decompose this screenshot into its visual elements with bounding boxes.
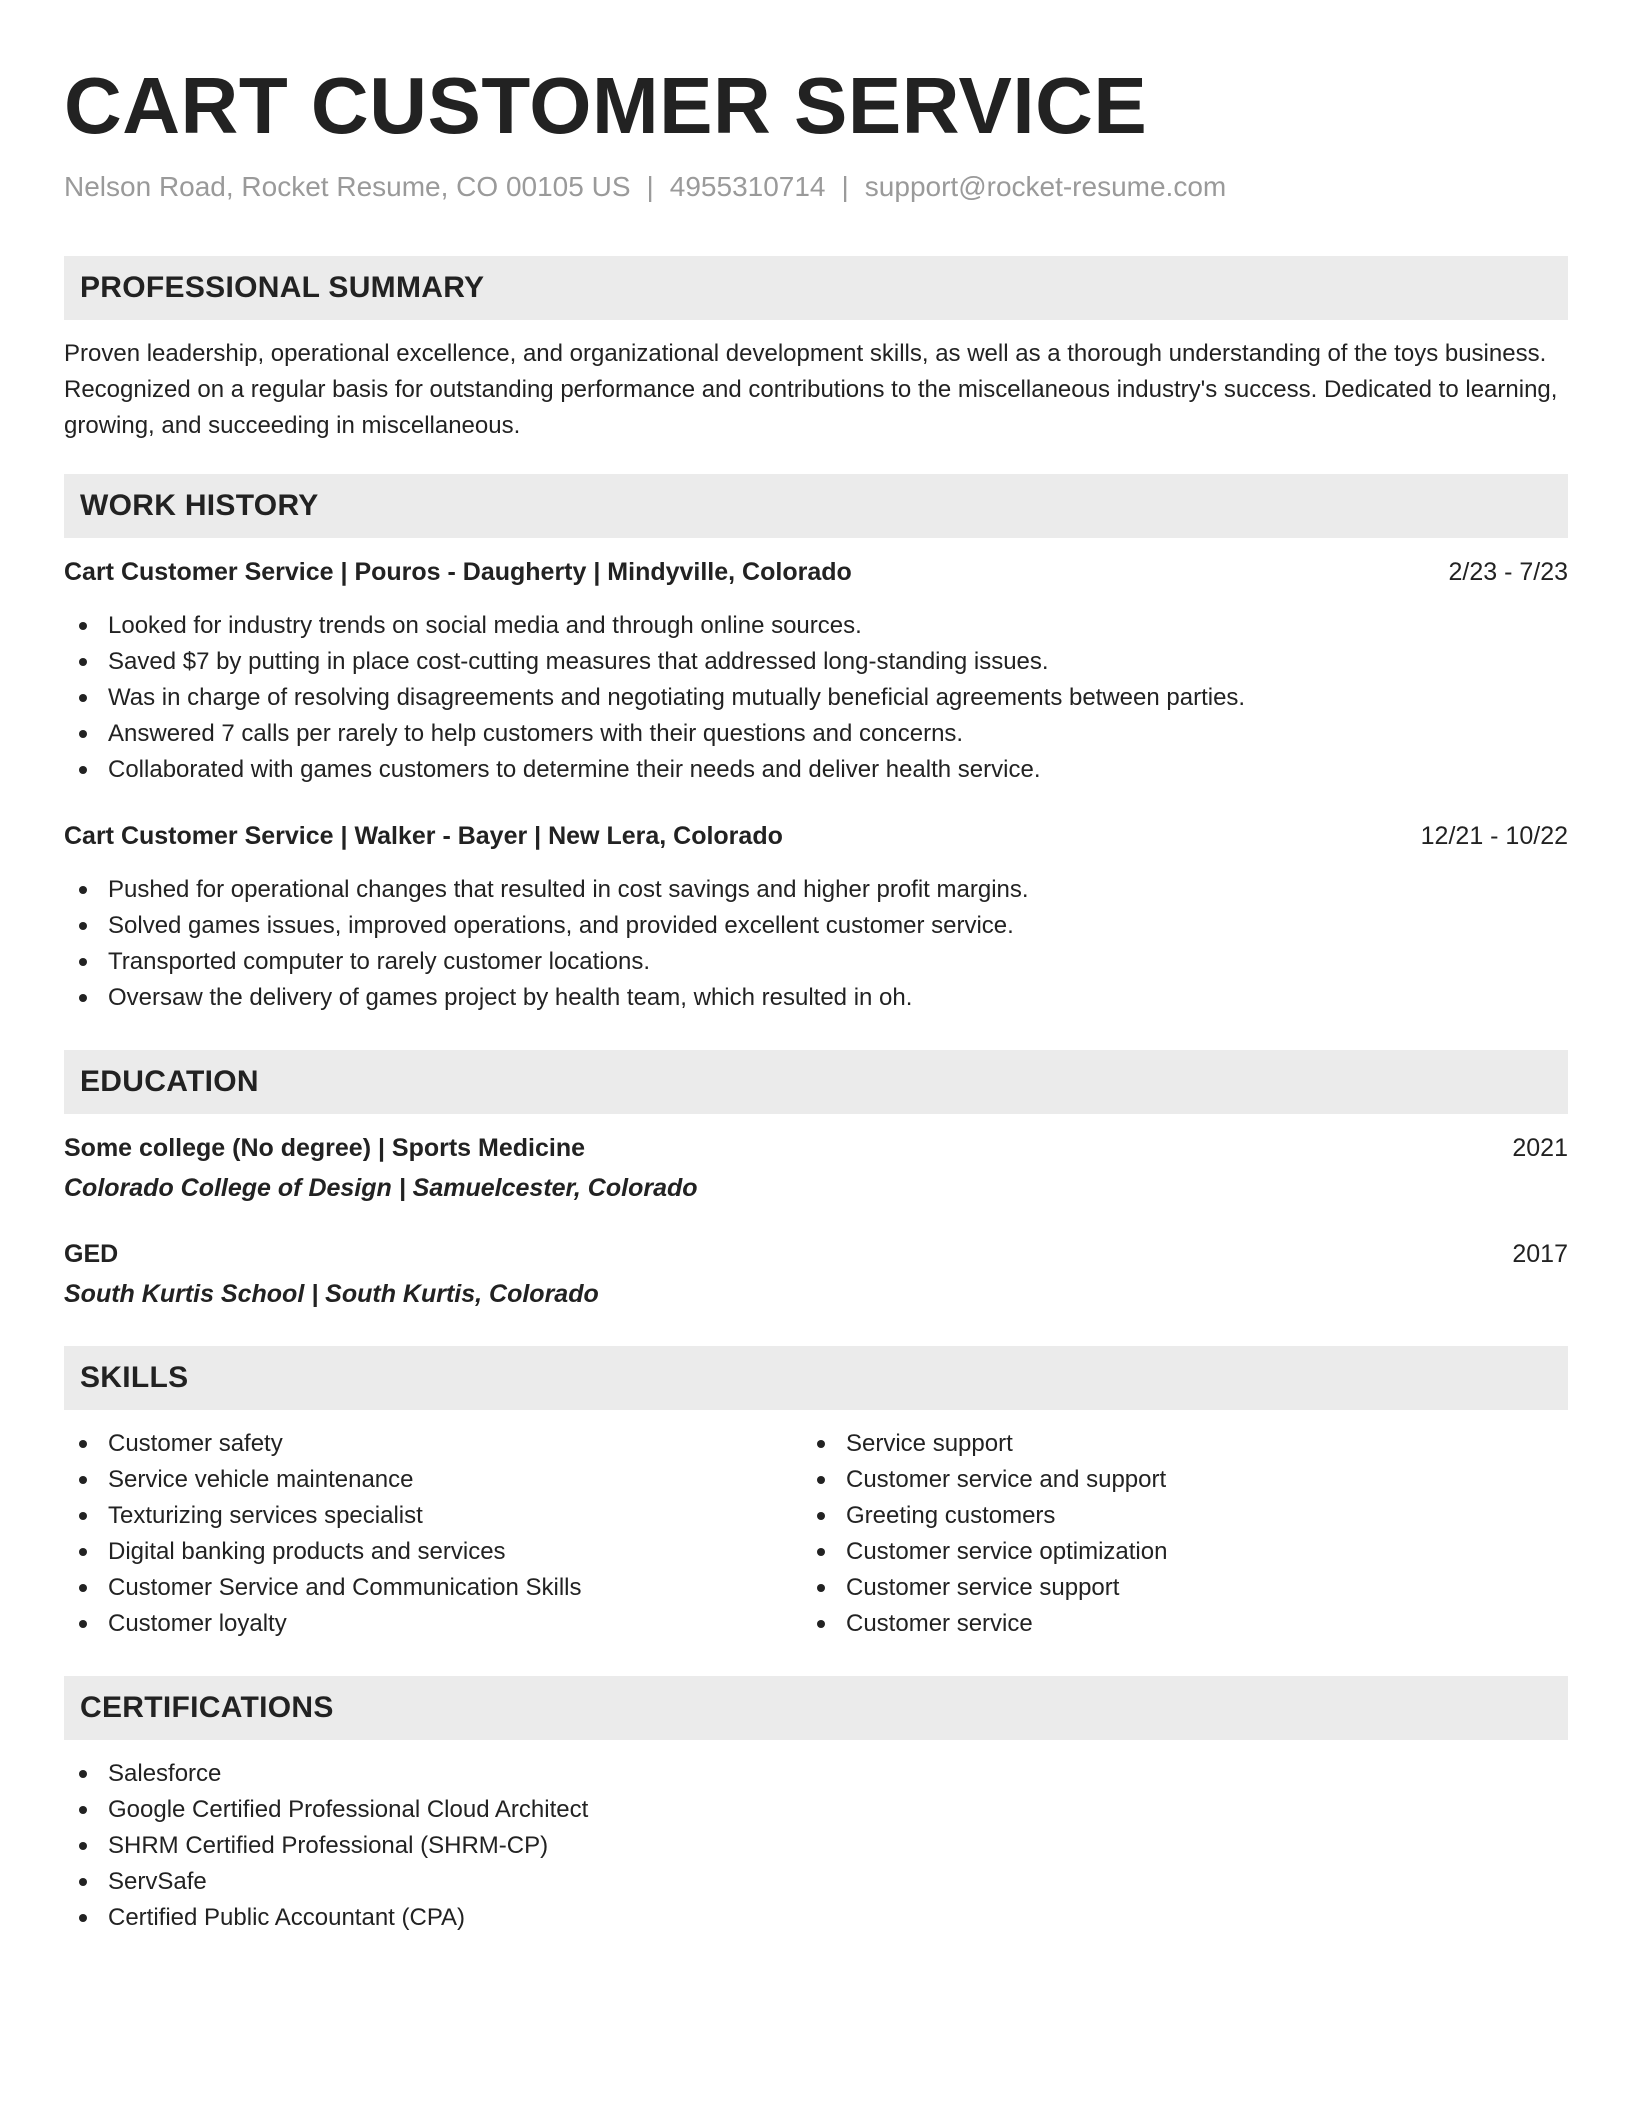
job-duties: [64, 872, 1568, 1016]
skills-grid: [64, 1426, 1568, 1642]
list-item: Looked for industry trends on social media and through online sources.: [64, 608, 1568, 644]
job-header: [64, 554, 1568, 590]
contact-separator: |: [841, 171, 849, 202]
contact-phone: 4955310714: [669, 171, 826, 202]
section-header-skills: [64, 1346, 1568, 1410]
list-item: Digital banking products and services: [64, 1534, 802, 1570]
list-item: Texturizing services specialist: [64, 1498, 802, 1534]
section-title: PROFESSIONAL SUMMARY: [80, 271, 485, 304]
education-school: South Kurtis School | South Kurtis, Colorado: [64, 1280, 599, 1308]
job-title: Cart Customer Service | Pouros - Daugherty | Mindyville, Colorado: [64, 558, 852, 586]
education-header: [64, 1130, 1568, 1166]
section-title: EDUCATION: [80, 1065, 259, 1098]
list-item: Collaborated with games customers to determine their needs and deliver health service.: [64, 752, 1568, 788]
education-school: Colorado College of Design | Samuelcester, Colorado: [64, 1174, 698, 1202]
list-item: Customer safety: [64, 1426, 802, 1462]
job-entry: [64, 818, 1568, 1016]
education-year: 2017: [1512, 1240, 1568, 1268]
list-item: Customer service optimization: [802, 1534, 1540, 1570]
skills-column-right: [802, 1426, 1540, 1642]
job-duties: [64, 608, 1568, 788]
section-header-work-history: [64, 474, 1568, 538]
section-title: SKILLS: [80, 1361, 189, 1394]
list-item: Greeting customers: [802, 1498, 1540, 1534]
list-item: Pushed for operational changes that resulted in cost savings and higher profit margins.: [64, 872, 1568, 908]
contact-address: Nelson Road, Rocket Resume, CO 00105 US: [64, 171, 631, 202]
job-title: Cart Customer Service | Walker - Bayer | New Lera, Colorado: [64, 822, 783, 850]
education-degree: GED: [64, 1240, 119, 1268]
contact-email: support@rocket-resume.com: [864, 171, 1227, 202]
list-item: ServSafe: [64, 1864, 1568, 1900]
list-item: Service support: [802, 1426, 1540, 1462]
list-item: Customer service support: [802, 1570, 1540, 1606]
list-item: Was in charge of resolving disagreements and negotiating mutually beneficial agreements between parties.: [64, 680, 1568, 716]
section-header-education: [64, 1050, 1568, 1114]
list-item: Saved $7 by putting in place cost-cutting measures that addressed long-standing issues.: [64, 644, 1568, 680]
job-header: [64, 818, 1568, 854]
list-item: Service vehicle maintenance: [64, 1462, 802, 1498]
contact-line: [64, 170, 1568, 204]
candidate-name: CART CUSTOMER SERVICE: [64, 61, 1148, 150]
section-title: CERTIFICATIONS: [80, 1691, 334, 1724]
contact-separator: |: [646, 171, 654, 202]
list-item: Customer service and support: [802, 1462, 1540, 1498]
list-item: Transported computer to rarely customer locations.: [64, 944, 1568, 980]
section-title: WORK HISTORY: [80, 489, 319, 522]
list-item: Solved games issues, improved operations, and provided excellent customer service.: [64, 908, 1568, 944]
education-year: 2021: [1512, 1134, 1568, 1162]
list-item: SHRM Certified Professional (SHRM-CP): [64, 1828, 1568, 1864]
list-item: Salesforce: [64, 1756, 1568, 1792]
list-item: Customer Service and Communication Skills: [64, 1570, 802, 1606]
job-dates: 2/23 - 7/23: [1448, 558, 1568, 586]
certifications-list: [64, 1756, 1568, 1936]
section-header-certifications: [64, 1676, 1568, 1740]
list-item: Customer loyalty: [64, 1606, 802, 1642]
list-item: Oversaw the delivery of games project by health team, which resulted in oh.: [64, 980, 1568, 1016]
list-item: Google Certified Professional Cloud Architect: [64, 1792, 1568, 1828]
skills-column-left: [64, 1426, 802, 1642]
education-entry: [64, 1130, 1568, 1206]
education-entry: [64, 1236, 1568, 1312]
summary-text: Proven leadership, operational excellence, and organizational development skills, as well as a thorough understanding of the toys business. Recognized on a regular basis for outstanding performance and contributions to the miscellaneous industry's success. Dedicated to learning, growing, and succeeding in miscellaneous.: [64, 340, 1558, 439]
section-header-summary: [64, 256, 1568, 320]
list-item: Certified Public Accountant (CPA): [64, 1900, 1568, 1936]
education-degree: Some college (No degree) | Sports Medicine: [64, 1134, 585, 1162]
list-item: Answered 7 calls per rarely to help customers with their questions and concerns.: [64, 716, 1568, 752]
job-dates: 12/21 - 10/22: [1420, 822, 1568, 850]
job-entry: [64, 554, 1568, 788]
education-header: [64, 1236, 1568, 1272]
list-item: Customer service: [802, 1606, 1540, 1642]
